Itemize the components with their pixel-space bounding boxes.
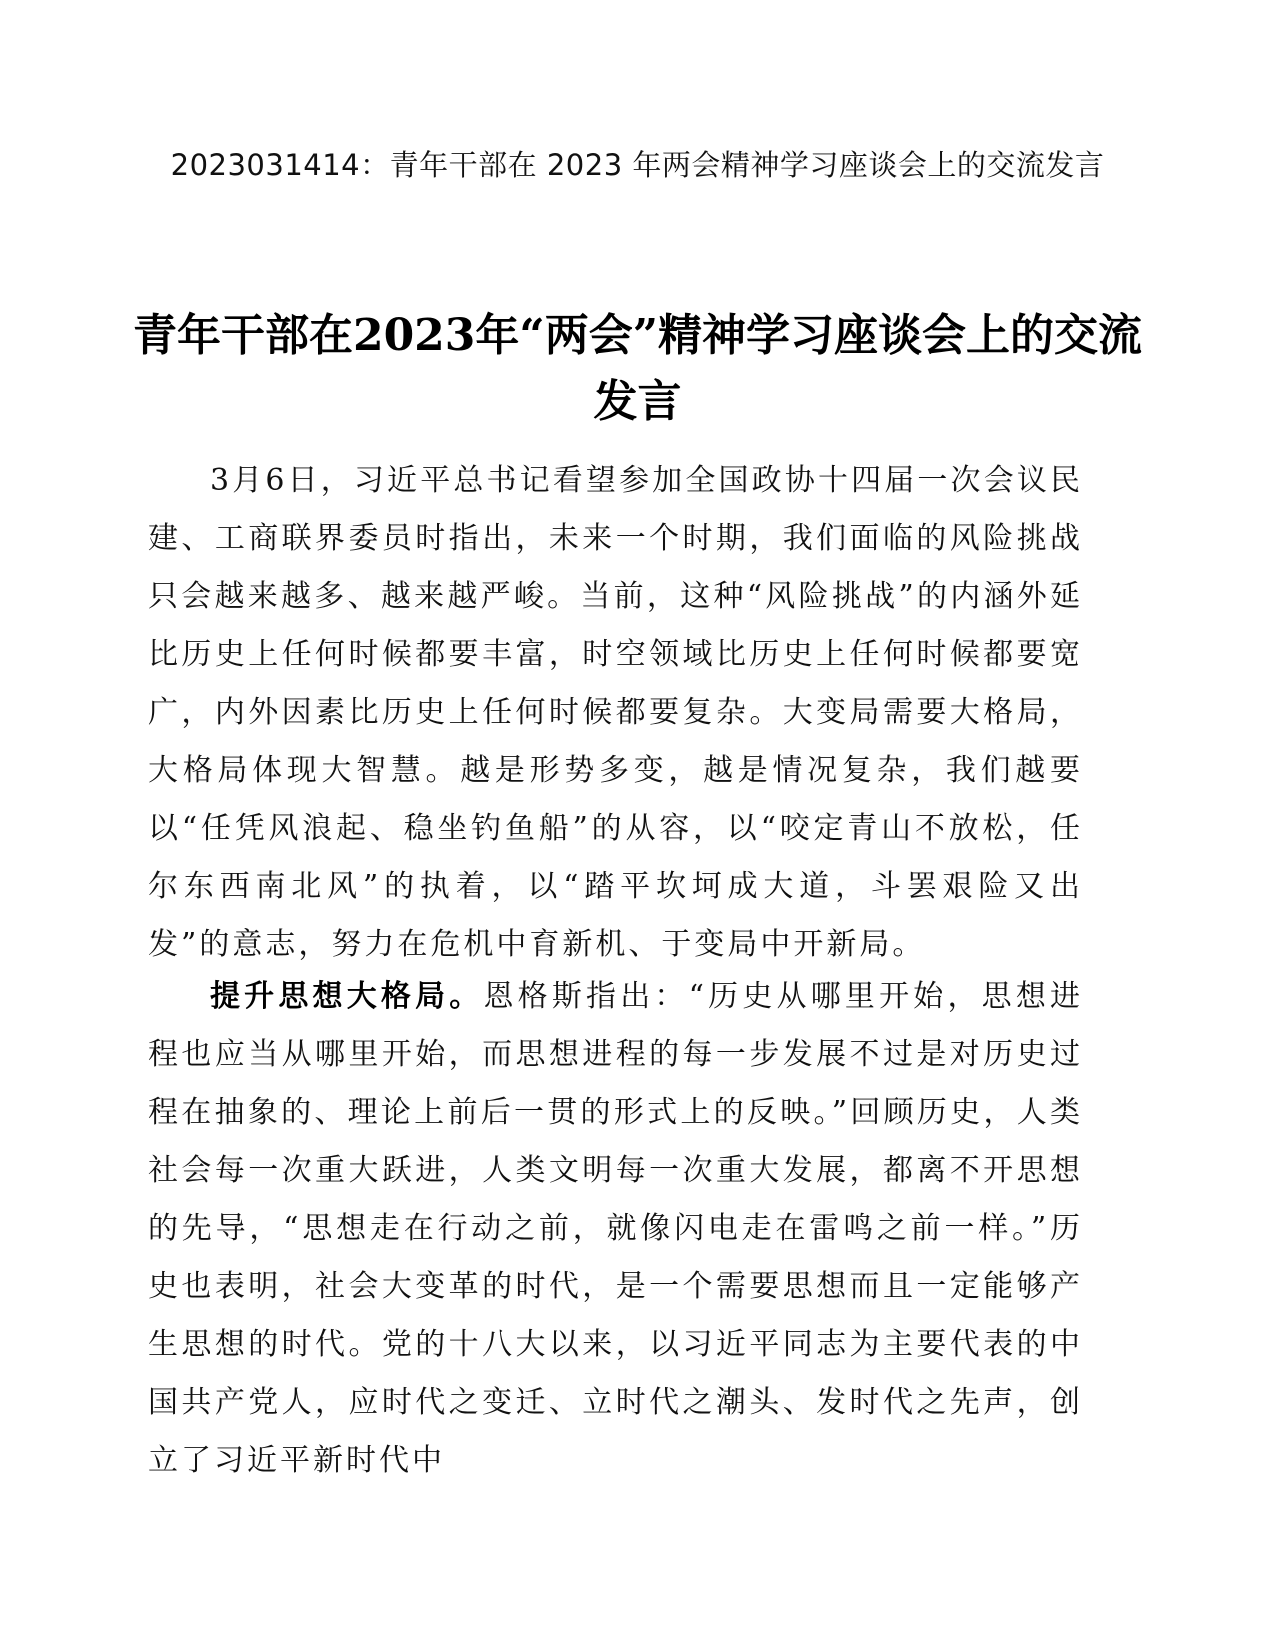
document-header-line: 2023031414：青年干部在 2023 年两会精神学习座谈会上的交流发言	[170, 148, 1105, 182]
paragraph-intro	[148, 452, 1083, 974]
paragraph-intro-text: 3月6日，习近平总书记看望参加全国政协十四届一次会议民建、工商联界委员时指出，未来一个时期，我们面临的风险挑战只会越来越多、越来越严峻。当前，这种“风险挑战”的内涵外延比历史上任何时候都要丰富，时空领域比历史上任何时候都要宽广，内外因素比历史上任何时候都要复杂。大变局需要大格局，大格局体现大智慧。越是形势多变，越是情况复杂，我们越要以“任凭风浪起、稳坐钓鱼船”的从容，以“咬定青山不放松，任尔东西南北风”的执着，以“踏平坎坷成大道，斗罢艰险又出发”的意志，努力在危机中育新机、于变局中开新局。	[148, 463, 1083, 962]
document-title: 青年干部在2023年“两会”精神学习座谈会上的交流发言	[132, 310, 1143, 427]
paragraph-ideology	[148, 968, 1083, 1490]
paragraph-ideology-text: 恩格斯指出：“历史从哪里开始，思想进程也应当从哪里开始，而思想进程的每一步发展不过是对历史过程在抽象的、理论上前后一贯的形式上的反映。”回顾历史，人类社会每一次重大跃进，人类文明每一次重大发展，都离不开思想的先导，“思想走在行动之前，就像闪电走在雷鸣之前一样。”历史也表明，社会大变革的时代，是一个需要思想而且一定能够产生思想的时代。党的十八大以来，以习近平同志为主要代表的中国共产党人，应时代之变迁、立时代之潮头、发时代之先声，创立了习近平新时代中	[148, 979, 1084, 1478]
paragraph-ideology-lead: 提升思想大格局。	[210, 979, 484, 1014]
